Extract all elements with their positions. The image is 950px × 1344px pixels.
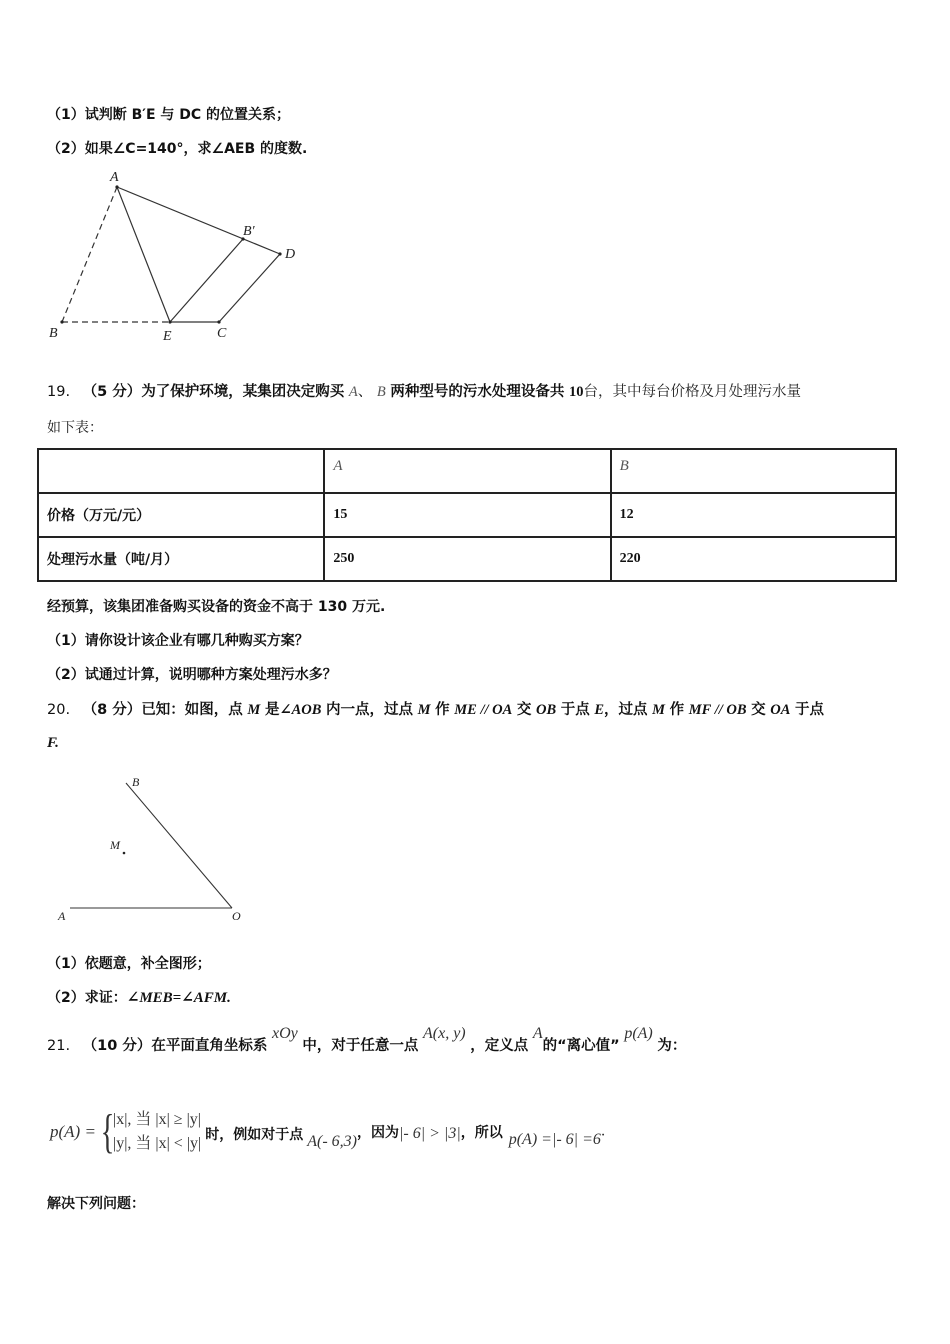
q21-text: ，定义点 [470,1038,529,1054]
q20-text: 于点 [795,702,825,718]
math-M: M [417,702,431,718]
table-cell: 220 [611,537,896,581]
var-B: B [376,384,386,400]
math-xOy: xOy [272,1025,298,1042]
case-2: |y|, 当 |x| < |y| [112,1135,202,1152]
q20-score: （8 分） [82,702,142,718]
table-cell: 价格（万元/元） [38,493,324,537]
q19-stem [47,380,801,401]
table-header-cell: A [324,449,610,493]
q21-number: 21. [47,1038,71,1054]
q20-part1: （1）依题意，补全图形； [47,956,211,972]
table-row [38,537,896,581]
math-M: M [247,702,261,718]
q19-table [37,448,897,582]
math-A: A [532,1025,543,1042]
math-point-A: A(x, y) [423,1025,466,1042]
label-A: A [58,909,66,923]
math-compare: |- 6| > |3| [399,1125,461,1142]
q21-definition [50,1105,605,1158]
math-proof-statement: ∠MEB=∠AFM. [126,990,231,1006]
q21-text: ，所以 [460,1125,503,1141]
q21-text: 在平面直角坐标系 [151,1038,268,1054]
math-ME-OA: ME // OA [454,702,513,718]
q20-text: 是 [264,702,280,718]
math-E: E [594,702,605,718]
q19-budget: 经预算，该集团准备购买设备的资金不高于 130 万元. [47,599,386,615]
q21-score: （10 分） [82,1038,152,1054]
math-example-point: A(- 6,3) [307,1133,357,1150]
figure-quadrilateral [40,165,320,350]
label-M: M [110,838,120,852]
figure-angle-AOB [40,765,260,930]
q21-text: 时，例如对于点 [205,1127,304,1143]
q19-text-3: 台，其中每台价格及月处理污水量 [583,384,801,400]
q21-text: 的“离心值” [542,1038,620,1054]
q18-part1: （1）试判断 B′E 与 DC 的位置关系； [47,107,291,123]
result-end: · [600,1127,605,1144]
label-B: B [132,775,140,789]
math-MF-OB: MF // OB [688,702,747,718]
math-pA: p(A) [624,1025,653,1042]
q20-text: 交 [516,702,532,718]
q20-stem-line2: F. [47,735,59,751]
label-E: E [163,329,172,344]
table-cell: 处理污水量（吨/月） [38,537,324,581]
label-D: D [285,247,296,262]
q21-text: 为： [657,1038,687,1054]
table-cell: 15 [324,493,610,537]
q19-part1: （1）请你设计该企业有哪几种购买方案？ [47,633,309,649]
q21-text: 中，对于任意一点 [302,1038,419,1054]
label-B: B [49,326,58,341]
var-A: A [348,384,358,400]
q20-number: 20. [47,702,71,718]
q19-count: 10 [568,384,584,400]
math-result: p(A) =|- 6| =6 [508,1131,601,1148]
math-OA: OA [770,702,791,718]
table-row [38,493,896,537]
math-def-lhs: p(A) = [50,1122,96,1141]
q19-text: 为了保护环境，某集团决定购买 [141,384,345,400]
q20-part2 [47,987,231,1007]
q19-part2: （2）试通过计算，说明哪种方案处理污水多？ [47,667,337,683]
table-header-cell: B [611,449,896,493]
table-cell: 12 [611,493,896,537]
q19-stem-line2: 如下表： [47,420,103,436]
q20-part2-prefix: （2）求证： [47,990,127,1006]
q19-text-2: 两种型号的污水处理设备共 [390,384,565,400]
label-C: C [217,326,227,341]
q20-text: 于点 [560,702,590,718]
math-M: M [652,702,666,718]
label-A: A [110,170,119,185]
brace-icon: { [100,1105,115,1158]
q20-text: 作 [435,702,450,718]
math-OB: OB [535,702,557,718]
q20-text: 已知：如图，点 [141,702,243,718]
q21-text: ，因为 [357,1125,399,1141]
q18-part2: （2）如果∠C=140°，求∠AEB 的度数. [47,141,308,157]
label-O: O [232,909,241,923]
case-1: |x|, 当 |x| ≥ |y| [112,1111,201,1128]
table-header-row [38,449,896,493]
q20-text: ，过点 [604,702,648,718]
q20-text: 交 [751,702,766,718]
q20-stem [47,698,824,719]
table-cell: 250 [324,537,610,581]
piecewise-cases [113,1108,201,1156]
q21-stem [47,1025,687,1055]
q20-text: 作 [669,702,685,718]
math-angle-AOB: ∠AOB [279,702,322,718]
sep: 、 [357,384,373,400]
q19-score: （5 分） [82,384,142,400]
q21-solve: 解决下列问题： [47,1196,145,1212]
q19-number: 19. [47,384,71,400]
table-header-cell [38,449,324,493]
label-Bprime: B′ [243,224,255,239]
q20-text: 内一点，过点 [326,702,414,718]
